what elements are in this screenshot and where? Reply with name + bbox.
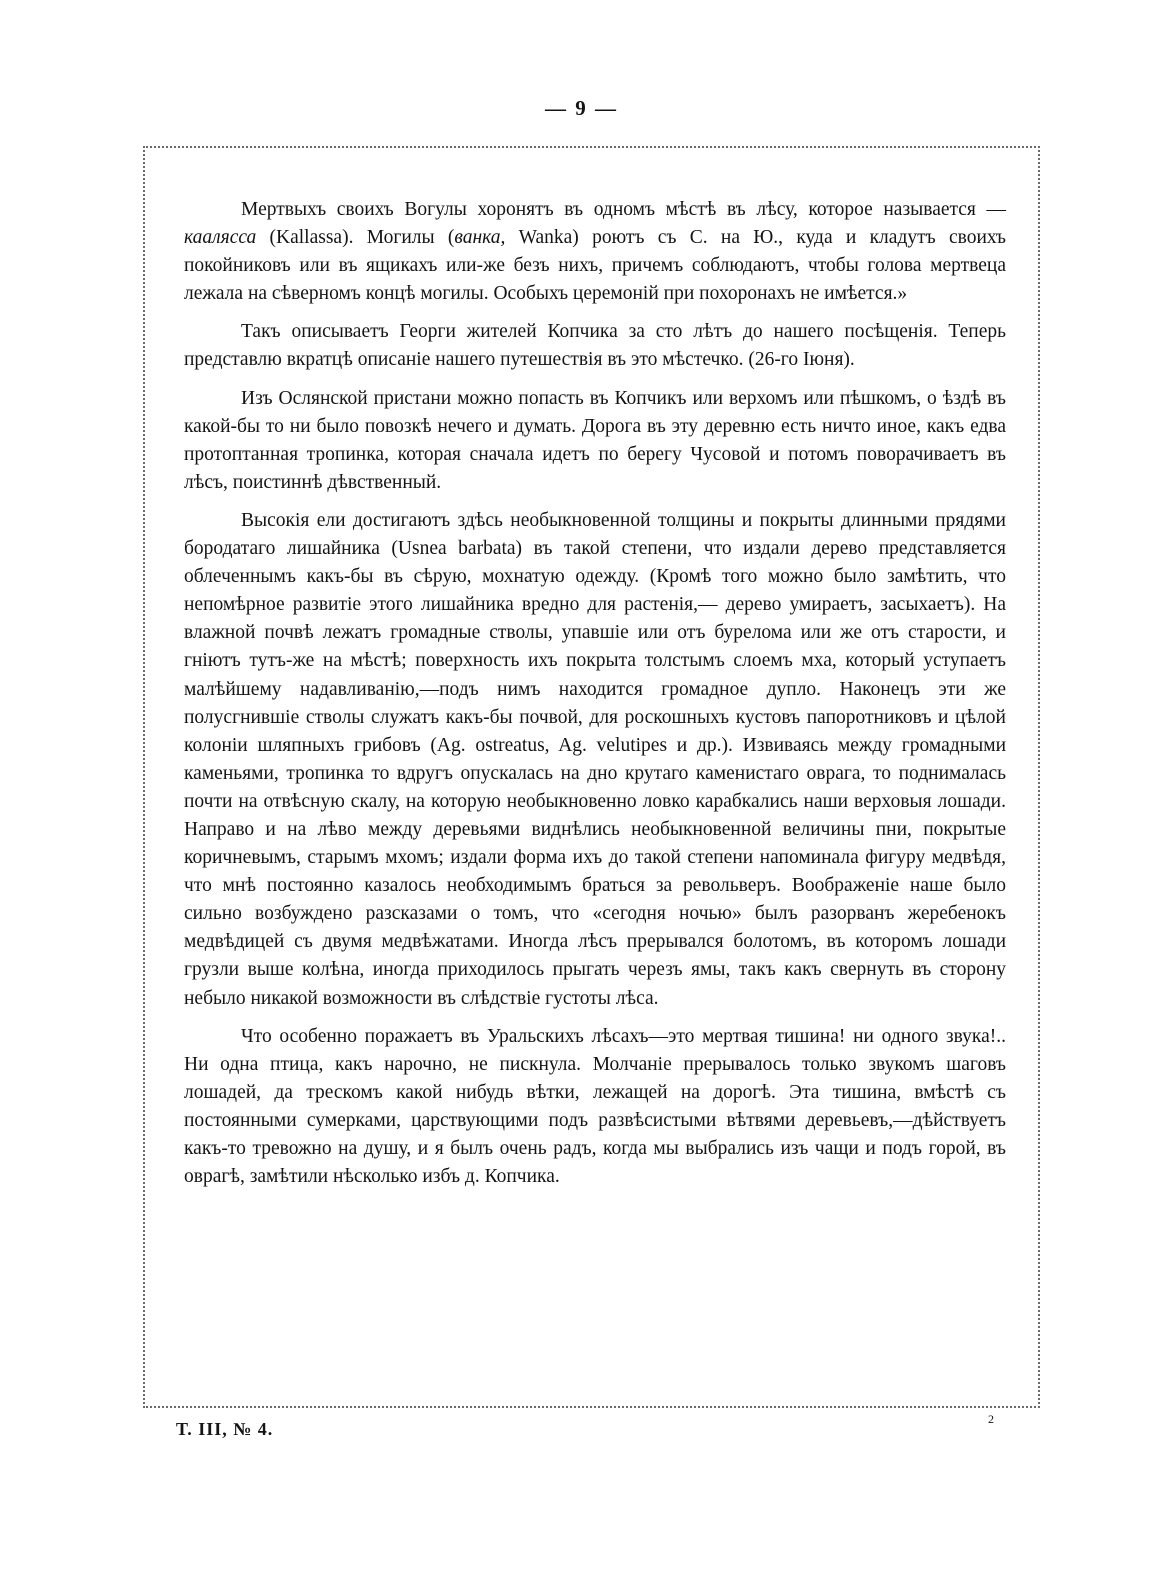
volume-signature: Т. III, № 4.: [176, 1419, 274, 1439]
paragraph-georgi: Такъ описываетъ Георги жителей Копчика за сто лѣтъ до нашего посѣщенія. Теперь представлю вкратцѣ описаніе нашего путешествія въ это мѣстечко. (26-го Іюня).: [184, 321, 1006, 371]
sheet-mark: 2: [988, 1412, 994, 1426]
paragraph-burial-text-end: Wanka) роютъ съ С. на Ю., куда и кладутъ своихъ покойниковъ или въ ящикахъ или-же безъ нихъ, причемъ соблюдаютъ, чтобы голова мертвеца лежала на сѣверномъ концѣ могилы. Особыхъ церемоній при похоронахъ не имѣется.»: [184, 227, 1006, 305]
paragraph-silence: Что особенно поражаетъ въ Уральскихъ лѣсахъ—это мертвая тишина! ни одного звука!.. Ни одна птица, какъ нарочно, не пискнула. Молчаніе прерывалось только звукомъ шаговъ лошадей, да трескомъ какой нибудь вѣтки, лежащей на дорогѣ. Эта тишина, вмѣстѣ съ постоянными сумерками, царствующими подъ развѣсистыми вѣтвями деревьевъ,—дѣйствуетъ какъ-то тревожно на душу, и я былъ очень радъ, когда мы выбрались изъ чащи и подъ горой, въ оврагѣ, замѣтили нѣсколько избъ д. Копчика.: [184, 1025, 1006, 1188]
term-kaalyassa: каалясса: [184, 227, 257, 249]
paragraph-route: Изъ Ослянской пристани можно попасть въ Копчикъ или верхомъ или пѣшкомъ, о ѣздѣ въ какой-бы то ни было повозкѣ нечего и думать. Дорога въ эту деревню есть ничто иное, какъ едва протоптанная тропинка, которая сначала идетъ по берегу Чусовой и потомъ поворачиваетъ въ лѣсъ, поистиннѣ дѣвственный.: [184, 387, 1006, 493]
paragraph-burial-text-middle: (Kallassa). Могилы (: [256, 227, 455, 249]
paragraph-forest: Высокія ели достигаютъ здѣсь необыкновенной толщины и покрыты длинными прядями бородатаго лишайника (Usnea barbata) въ такой степени, что издали дерево представляется облеченнымъ какъ-бы въ сѣрую, мохнатую одежду. (Кромѣ того можно было замѣтить, что непомѣрное развитіе этого лишайника вредно для растенія,— дерево умираетъ, засыхаетъ). На влажной почвѣ лежатъ громадные стволы, упавшіе или отъ бурелома или же отъ старости, и гніютъ тутъ-же на мѣстѣ; поверхность ихъ покрыта толстымъ слоемъ мха, который уступаетъ малѣйшему надавливанію,—подъ нимъ находится громадное дупло. Наконецъ эти же полусгнившіе стволы служатъ какъ-бы почвой, для роскошныхъ кустовъ папоротниковъ и цѣлой колоніи шляпныхъ грибовъ (Ag. ostreatus, Ag. velutipes и др.). Извиваясь между громадными каменьями, тропинка то вдругъ опускалась на дно крутаго каменистаго оврага, то поднималась почти на отвѣсную скалу, на которую необыкновенно ловко карабкались наши верховыя лошади. Направо и на лѣво между деревьями виднѣлись необыкновенной величины пни, покрытые коричневымъ, старымъ мхомъ; издали форма ихъ до такой степени напоминала фигуру медвѣдя, что мнѣ постоянно казалось необходимымъ браться за револьверъ. Воображеніе наше было сильно возбуждено разсказами о томъ, что «сегодня ночью» былъ разорванъ жеребенокъ медвѣдицей съ двумя медвѣжатами. Иногда лѣсъ прерывался болотомъ, въ которомъ лошади грузли выше колѣна, иногда приходилось прыгать черезъ ямы, такъ какъ свернуть въ сторону небыло никакой возможности въ слѣдствіе густоты лѣса.: [184, 509, 1006, 1009]
text-body: [184, 196, 1006, 1201]
page-number: — 9 —: [545, 96, 618, 120]
paragraph-burial: [184, 196, 1006, 308]
term-vanka: ванка,: [454, 227, 506, 249]
paragraph-burial-text-start: Мертвыхъ своихъ Вогулы хоронятъ въ одномъ мѣстѣ въ лѣсу, которое называется —: [241, 199, 1006, 220]
